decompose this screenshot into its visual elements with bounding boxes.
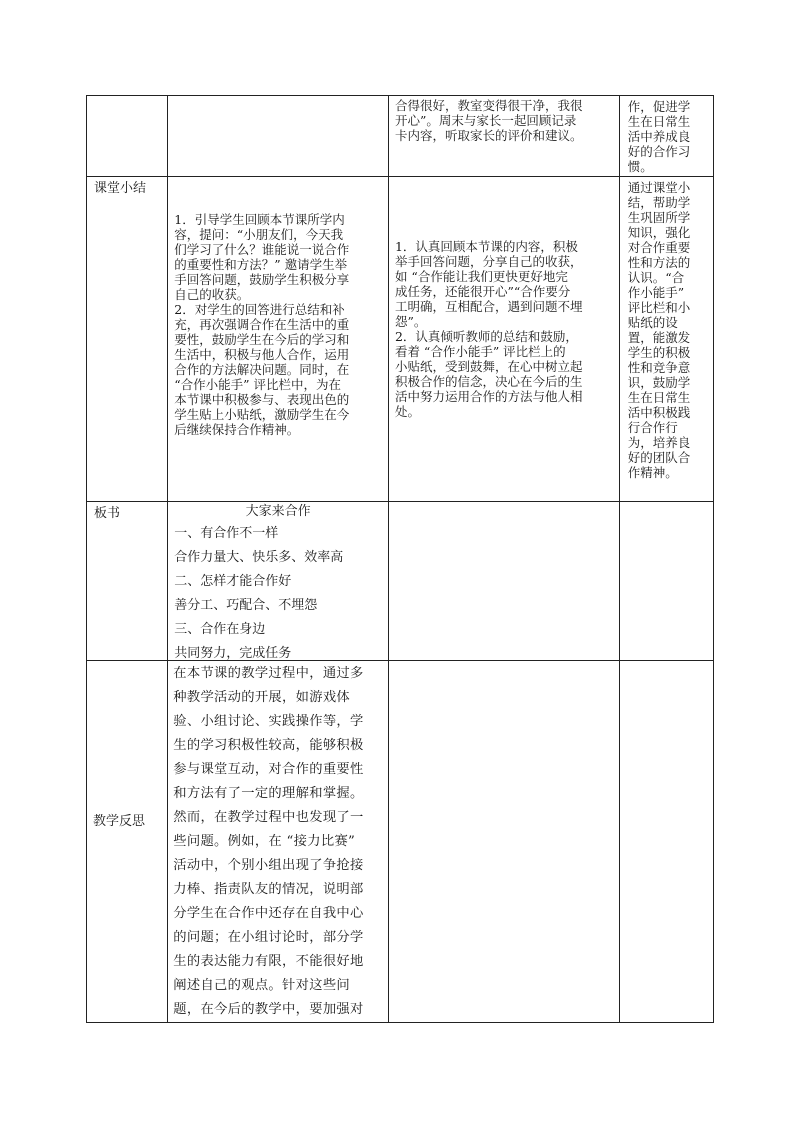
board-line: 合作力量大、快乐多、效率高 [174,550,344,565]
board-line: 二、怎样才能合作好 [174,574,292,589]
reflection-empty-cell [619,661,713,1023]
table-row [87,177,714,502]
reflection-label-cell [87,661,168,1023]
board-empty-cell [388,502,619,661]
summary-student-cell [388,177,619,502]
summary-student-text: 1．认真回顾本节课的内容，积极 举手回答问题，分享自己的收获， 如 “合作能让我们更快更好地完 成任务，还能很开心”“合作要分 工明确，互相配合，遇到问题不埋 怨”。 2．认真倾听教师的总结和鼓励， 看着 “合作小能手” 评比栏上的 小贴纸，受到鼓舞，在心中树立起 积极合作的信念，决心在今后的生 活中努力运用合作的方法与他人相 处。 [394,239,583,419]
row1-student-text: 合得很好，教室变得很干净，我很 开心”。周末与家长一起回顾记录 卡内容，听取家长的评价和建议。 [394,98,583,143]
board-empty-cell [619,502,713,661]
summary-teacher-text: 1．引导学生回顾本节课所学内 容，提问：“小朋友们，今天我 们学习了什么？谁能说一说合作 的重要性和方法？” 邀请学生举 手回答问题，鼓励学生积极分享 自己的收获。 2．对学生的回答进行总结和补 充，再次强调合作在生活中的重 要性，鼓励学生在今后的学习和 生活中，积极与他人合作，运用 合作的方法解决问题。同时，在 “合作小能手” 评比栏中，为在 本节课中积极参与、表现出色的 学生贴上小贴纸，激励学生在今 后继续保持合作精神。 [174,212,350,437]
board-title: 大家来合作 [245,504,311,519]
reflection-text: 在本节课的教学过程中，通过多 种教学活动的开展，如游戏体 验、小组讨论、实践操作等，学 生的学习积极性较高，能够积极 参与课堂互动，对合作的重要性 和方法有了一定的理解和掌握。 然而，在教学过程中也发现了一 些问题。例如，在 “接力比赛” 活动中，个别小组出现了争抢接 力棒、指责队友的情况，说明部 分学生在合作中还存在自我中心 的问题；在小组讨论时，部分学 生的表达能力有限，不能很好地 阐述自己的观点。针对这些问 题，在今后的教学中，要加强对 [173,666,364,1017]
board-line: 共同努力，完成任务 [174,646,292,661]
summary-intent-text: 通过课堂小 结，帮助学 生巩固所学 知识，强化 对合作重要 性和方法的 认识。“合 作小能手” 评比栏和小 贴纸的设 置，能激发 学生的积极 性和竞争意 识，鼓励学 生在日常生 活中积极践 行合作行 为，培养良 好的团队合 作精神。 [627,180,691,480]
board-label: 板书 [94,506,121,521]
table-row [87,96,714,177]
row1-teacher-cell [168,96,389,177]
reflection-empty-cell [388,661,619,1023]
summary-teacher-cell [168,177,389,502]
row1-intent-cell [619,96,713,177]
table-row [87,502,714,661]
board-line: 三、合作在身边 [174,622,266,637]
summary-label-cell [87,177,168,502]
table-row [87,661,714,1023]
lesson-plan-table [86,95,714,1023]
reflection-label: 教学反思 [93,814,146,829]
board-label-cell [87,502,168,661]
board-content-cell [168,502,389,661]
row1-label-cell [87,96,168,177]
summary-intent-cell [619,177,713,502]
summary-label: 课堂小结 [94,181,147,196]
row1-student-cell [388,96,619,177]
reflection-content-cell [168,661,389,1023]
row1-intent-text: 作，促进学 生在日常生 活中养成良 好的合作习 惯。 [627,99,691,174]
board-line: 善分工、巧配合、不埋怨 [174,598,318,613]
board-line: 一、有合作不一样 [174,526,279,541]
